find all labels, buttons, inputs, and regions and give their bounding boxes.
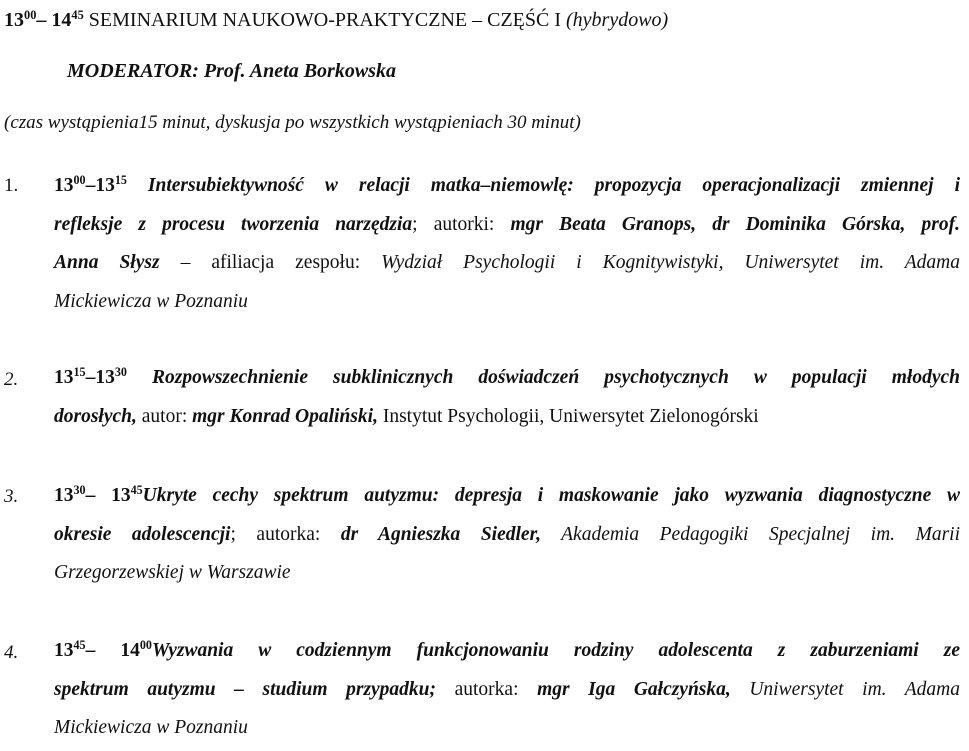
label-text: autor: xyxy=(136,405,193,427)
affiliation: Mickiewicza w Poznaniu xyxy=(54,717,248,738)
session-heading xyxy=(4,9,668,32)
talk-title: refleksje z procesu tworzenia narzędzia xyxy=(54,213,413,235)
item-number: 3. xyxy=(4,486,19,507)
agenda-item-3 xyxy=(54,477,960,593)
talk-title: spektrum autyzmu – studium przypadku; xyxy=(54,678,437,700)
item-number: 4. xyxy=(4,642,19,663)
affiliation: Grzegorzewskiej w Warszawie xyxy=(54,562,291,583)
item-time: $13^{45}-$ $14^{00}$ xyxy=(54,638,152,661)
timing-note: (czas wystąpienia15 minut, dyskusja po wszystkich wystąpieniach 30 minut) xyxy=(4,112,581,133)
affiliation: Akademia Pedagogiki Specjalnej im. Marii xyxy=(540,523,960,545)
affiliation: Wydział Psychologii i Kognitywistyki, Uniwersytet im. Adama xyxy=(381,252,961,273)
talk-title: Wyzwania w codziennym funkcjonowaniu rodziny adolescenta z zaburzeniami ze xyxy=(151,640,960,661)
label-text: ; autorka: xyxy=(230,523,341,545)
label-text: autorka: xyxy=(436,678,538,700)
agenda-item-4 xyxy=(54,632,960,748)
talk-title: okresie adolescencji xyxy=(54,523,231,545)
label-text: – afiliacja zespołu: xyxy=(159,252,382,273)
affiliation: Instytut Psychologii, Uniwersytet Zielonogórski xyxy=(377,405,759,427)
session-title: SEMINARIUM NAUKOWO-PRAKTYCZNE – CZĘŚĆ I xyxy=(83,9,566,31)
affiliation: Mickiewicza w Poznaniu xyxy=(54,290,248,312)
authors: mgr Iga Gałczyńska, xyxy=(537,678,731,700)
affiliation: Uniwersytet im. Adama xyxy=(730,678,960,700)
item-number: 2. xyxy=(4,369,19,390)
talk-title: dorosłych, xyxy=(54,405,137,427)
agenda-item-2 xyxy=(54,359,960,436)
item-number: 1. xyxy=(4,175,19,196)
talk-title: Intersubiektywność w relacji matka–niemowlę: propozycja operacjonalizacji zmiennej i xyxy=(126,175,960,196)
session-mode: (hybrydowo) xyxy=(566,9,669,31)
talk-title: Rozpowszechnienie subklinicznych doświadczeń psychotycznych w populacji młodych xyxy=(126,367,960,388)
talk-title: Ukryte cechy spektrum autyzmu: depresja i maskowanie jako wyzwania diagnostyczne w xyxy=(142,485,960,506)
item-time: $13^{00}-13^{15}$ xyxy=(54,173,127,196)
authors: dr Agnieszka Siedler, xyxy=(340,523,541,545)
item-time: $13^{15}-13^{30}$ xyxy=(54,365,127,388)
label-text: ; autorki: xyxy=(412,213,511,235)
moderator-line: MODERATOR: Prof. Aneta Borkowska xyxy=(67,60,396,82)
authors: mgr Beata Granops, dr Dominika Górska, prof. xyxy=(510,213,960,235)
item-time: $13^{30}-$ $13^{45}$ xyxy=(54,483,143,506)
authors: mgr Konrad Opaliński, xyxy=(192,405,378,427)
authors: Anna Słysz xyxy=(54,252,160,273)
session-time: $13^{00}-$ $14^{45}$ xyxy=(4,8,84,31)
agenda-item-1 xyxy=(54,167,960,321)
